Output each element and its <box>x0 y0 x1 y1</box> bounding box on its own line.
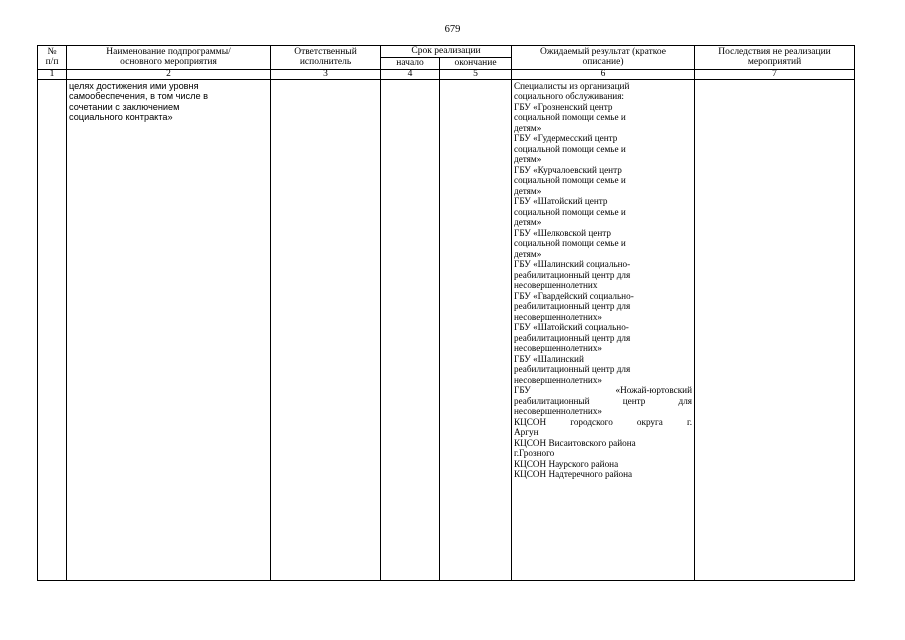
text-line: ГБУ «Гудермесский центр <box>514 133 618 143</box>
text-line: реабилитационный центр для <box>514 332 631 343</box>
text-line: социального обслуживания: <box>514 91 624 101</box>
text-line: г.Грозного <box>514 448 555 458</box>
column-number: 1 <box>38 69 67 79</box>
header-row-1 <box>38 46 855 58</box>
cell-expected-result <box>512 79 695 580</box>
header-executor-l2: исполнитель <box>299 57 352 68</box>
text-line: детям» <box>514 122 542 133</box>
text-line: сочетании с заключением <box>69 101 180 112</box>
program-name-text <box>69 80 268 123</box>
text-line: детям» <box>514 248 542 259</box>
text-line: ГБУ «Шелковской центр <box>514 227 611 238</box>
cell-number <box>38 79 67 580</box>
text-line: детям» <box>514 217 542 227</box>
text-line: социальной помощи семье и <box>514 143 626 154</box>
text-line: КЦСОН Наурского района <box>514 458 619 469</box>
text-line: несовершеннолетних <box>514 280 598 290</box>
program-table <box>37 45 855 581</box>
text-word: округа <box>636 416 663 427</box>
justified-line <box>514 396 692 407</box>
text-line: реабилитационный центр для <box>514 364 631 374</box>
header-col-number <box>38 46 67 70</box>
justified-line <box>514 417 692 428</box>
text-line: ГБУ «Грозненский центр <box>514 101 613 112</box>
justified-line <box>514 385 692 396</box>
column-number: 6 <box>512 69 695 79</box>
page-number: 679 <box>444 24 461 35</box>
header-col-end: окончание <box>440 58 512 70</box>
column-number: 5 <box>440 69 512 79</box>
cell-consequences <box>695 79 855 580</box>
header-consequences-l2: мероприятий <box>747 57 802 68</box>
cell-start <box>381 79 440 580</box>
text-line: социальной помощи семье и <box>514 206 626 217</box>
text-line: детям» <box>514 185 542 196</box>
expected-result-text <box>514 80 692 480</box>
text-line: КЦСОН Висаитовского района <box>514 437 636 448</box>
table-row <box>38 79 855 580</box>
text-line: социальной помощи семье и <box>514 112 626 122</box>
text-line: социальной помощи семье и <box>514 175 626 185</box>
text-line: ГБУ «Шатойский центр <box>514 196 608 206</box>
text-line: несовершеннолетних» <box>514 374 603 385</box>
text-line: КЦСОН Надтеречного района <box>514 469 633 479</box>
header-col-name <box>67 46 271 70</box>
text-line: несовершеннолетних» <box>514 406 603 416</box>
text-line: несовершеннолетних» <box>514 311 603 322</box>
text-line: ГБУ «Курчалоевский центр <box>514 164 622 175</box>
text-line: социальной помощи семье и <box>514 238 626 248</box>
text-word: КЦСОН <box>514 416 547 427</box>
text-word: г. <box>686 416 693 427</box>
header-name-l1: Наименование подпрограммы/ <box>106 46 231 57</box>
header-col-start: начало <box>381 58 440 70</box>
text-line: ГБУ «Шалинский <box>514 353 584 364</box>
column-number-row <box>38 69 855 79</box>
header-col-result <box>512 46 695 70</box>
header-number-l2: п/п <box>45 57 59 68</box>
text-line: целях достижения ими уровня <box>69 80 199 91</box>
text-line: детям» <box>514 154 542 164</box>
text-line: ГБУ «Шатойский социально- <box>514 322 629 332</box>
header-col-consequences <box>695 46 855 70</box>
text-line: несовершеннолетних» <box>514 343 603 353</box>
header-name-l2: основного мероприятия <box>120 57 217 68</box>
text-line: реабилитационный центр для <box>514 301 631 311</box>
column-number: 2 <box>67 69 271 79</box>
header-result-l2: описание) <box>582 57 624 68</box>
header-executor-l1: Ответственный <box>294 46 357 57</box>
text-line: самообеспечения, в том числе в <box>69 91 208 101</box>
cell-executor <box>271 79 381 580</box>
header-consequences-l1: Последствия не реализации <box>718 46 831 57</box>
text-word: городского <box>570 416 613 427</box>
text-word: для <box>678 395 693 406</box>
text-word: центр <box>622 395 646 406</box>
text-line: Специалисты из организаций <box>514 80 630 91</box>
text-line: Аргун <box>514 427 539 437</box>
text-line: ГБУ «Гвардейский социально- <box>514 290 634 301</box>
header-col-period: Срок реализации <box>381 46 512 58</box>
column-number: 3 <box>271 69 381 79</box>
column-number: 4 <box>381 69 440 79</box>
text-word: «Ножай-юртовский <box>615 385 693 395</box>
header-result-l1: Ожидаемый результат (краткое <box>540 46 666 57</box>
cell-end <box>440 79 512 580</box>
text-line: ГБУ «Шалинский социально- <box>514 259 631 269</box>
text-line: реабилитационный центр для <box>514 269 631 280</box>
text-word: реабилитационный <box>514 395 590 406</box>
header-number-l1: № <box>47 46 57 57</box>
text-word: ГБУ <box>514 385 531 395</box>
cell-program-name <box>67 79 271 580</box>
header-col-executor <box>271 46 381 70</box>
column-number: 7 <box>695 69 855 79</box>
text-line: социального контракта» <box>69 112 173 122</box>
